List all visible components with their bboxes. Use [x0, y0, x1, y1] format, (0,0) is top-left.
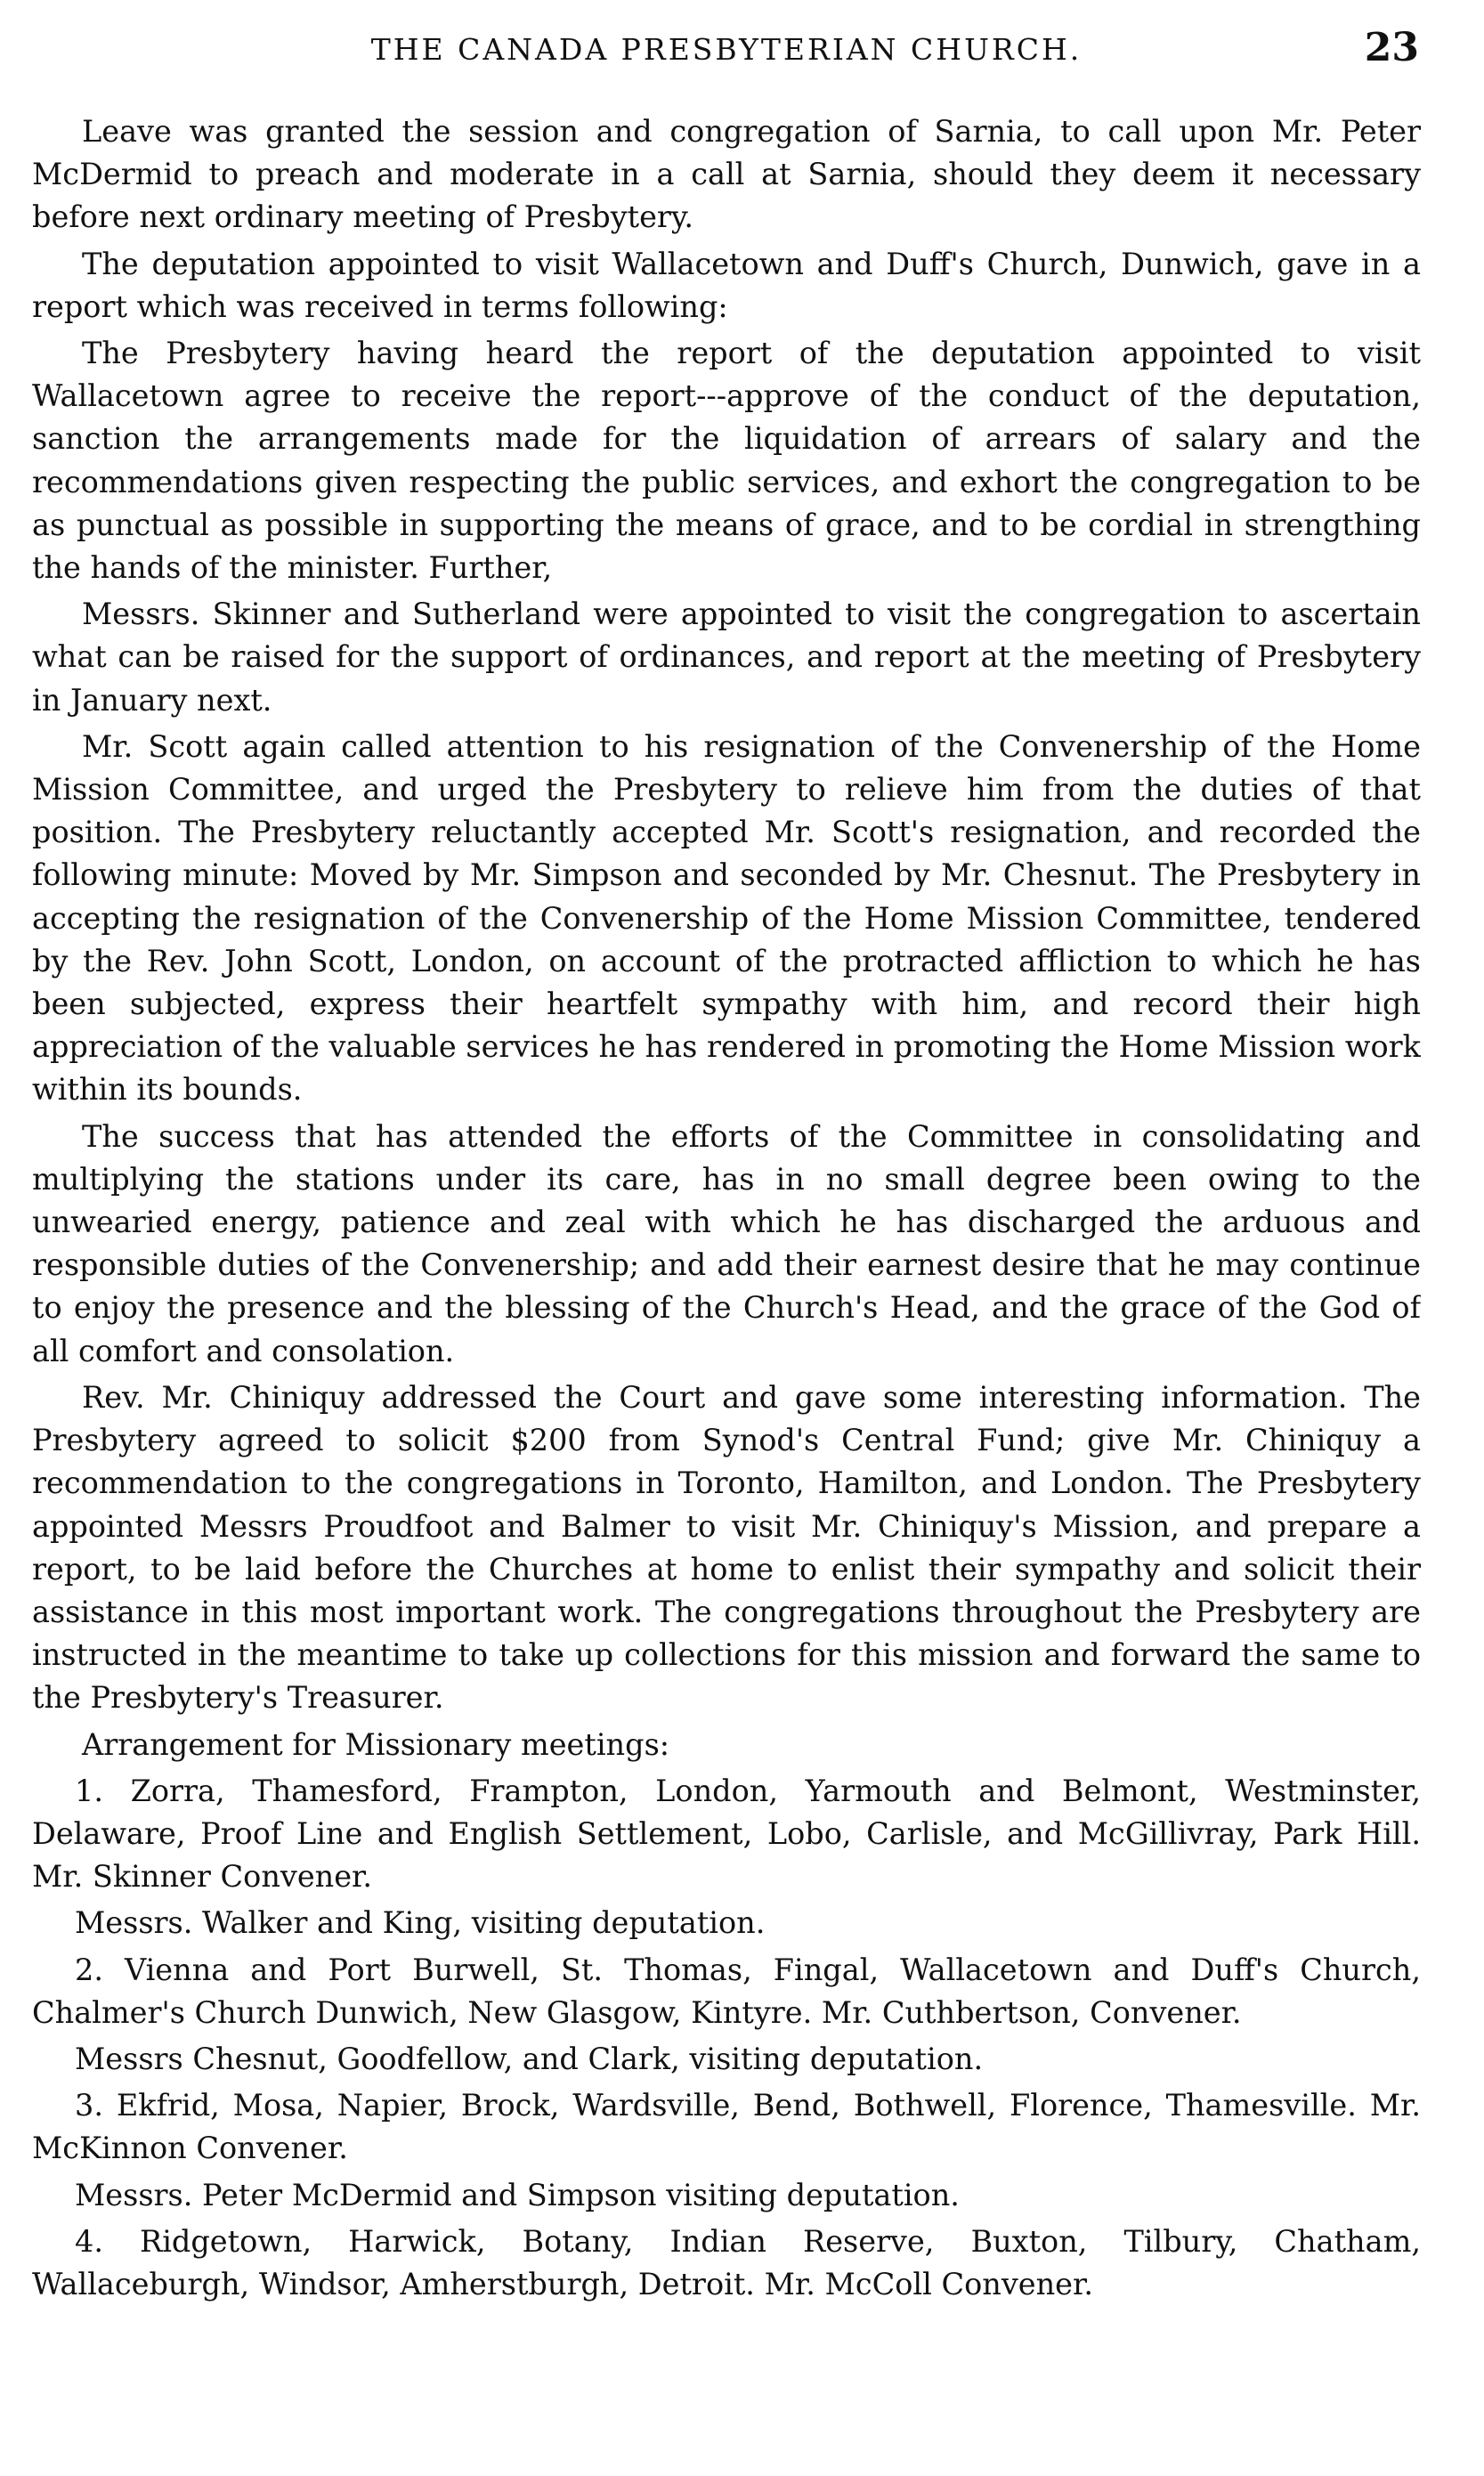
deputation-district-2: Messrs Chesnut, Goodfellow, and Clark, visiting deputation. — [75, 2041, 984, 2076]
paragraph-missionary-arrangement: Arrangement for Missionary meetings: — [82, 1726, 670, 1762]
missionary-district-2: 2. Vienna and Port Burwell, St. Thomas, Fingal, Wallacetown and Duff's Church, Chalmer's Church Dunwich, New Glasgow, Kintyre. Mr. Cuthbertson, Convener. — [32, 1952, 1421, 2030]
paragraph-deputation-report: The deputation appointed to visit Wallacetown and Duff's Church, Dunwich, gave in a report which was received in terms following: — [32, 246, 1421, 324]
paragraph-chiniquy-mission: Rev. Mr. Chiniquy addressed the Court and gave some interesting information. The Presbytery agreed to solicit $200 from Synod's Central Fund; give Mr. Chiniquy a recommendation to the congregations in Toronto, Hamilton, and London. The Presbytery appointed Messrs Proudfoot and Balmer to visit Mr. Chiniquy's Mission, and prepare a report, to be laid before the Churches at home to enlist their sympathy and solicit their assistance in this most important work. The congregations throughout the Presbytery are instructed in the meantime to take up collections for this mission and forward the same to the Presbytery's Treasurer. — [32, 1379, 1421, 1716]
paragraph-committee-success: The success that has attended the efforts of the Committee in consolidating and multiplying the stations under its care, has in no small degree been owing to the unwearied energy, patience and zeal with which he has discharged the arduous and responsible duties of the Convenership; and add their earnest desire that he may continue to enjoy the presence and the blessing of the Church's Head, and the grace of the God of all comfort and consolation. — [32, 1118, 1421, 1368]
paragraph-report-text: The Presbytery having heard the report of the deputation appointed to visit Wallacetown agree to receive the report---approve of the conduct of the deputation, sanction the arrangements made for the liquidation of arrears of salary and the recommendations given respecting the public services, and exhort the congregation to be as punctual as possible in supporting the means of grace, and to be cordial in strengthing the hands of the minister. Further, — [32, 336, 1421, 586]
body-text — [32, 110, 1421, 2306]
running-title: THE CANADA PRESBYTERIAN CHURCH. — [370, 32, 1083, 67]
paragraph-sarnia-call: Leave was granted the session and congregation of Sarnia, to call upon Mr. Peter McDermid to preach and moderate in a call at Sarnia, should they deem it necessary before next ordinary meeting of Presbytery. — [32, 114, 1421, 235]
paragraph-scott-resignation: Mr. Scott again called attention to his resignation of the Convenership of the Home Mission Committee, and urged the Presbytery to relieve him from the duties of that position. The Presbytery reluctantly accepted Mr. Scott's resignation, and recorded the following minute: Moved by Mr. Simpson and seconded by Mr. Chesnut. The Presbytery in accepting the resignation of the Convenership of the Home Mission Committee, tendered by the Rev. John Scott, London, on account of the protracted affliction to which he has been subjected, express their heartfelt sympathy with him, and record their high appreciation of the valuable services he has rendered in promoting the Home Mission work within its bounds. — [32, 728, 1421, 1108]
deputation-district-1: Messrs. Walker and King, visiting deputation. — [75, 1905, 766, 1941]
paragraph-skinner-sutherland: Messrs. Skinner and Sutherland were appointed to visit the congregation to ascertain what can be raised for the support of ordinances, and report at the meeting of Presbytery in January next. — [32, 597, 1421, 718]
document-page — [32, 25, 1421, 2464]
missionary-district-1: 1. Zorra, Thamesford, Frampton, London, Yarmouth and Belmont, Westminster, Delaware, Proof Line and English Settlement, Lobo, Carlisle, and McGillivray, Park Hill. Mr. Skinner Convener. — [32, 1773, 1421, 1895]
page-number: 23 — [1364, 25, 1419, 70]
missionary-district-3: 3. Ekfrid, Mosa, Napier, Brock, Wardsville, Bend, Bothwell, Florence, Thamesville. Mr. McKinnon Convener. — [32, 2088, 1421, 2166]
missionary-district-4: 4. Ridgetown, Harwick, Botany, Indian Reserve, Buxton, Tilbury, Chatham, Wallaceburgh, Windsor, Amherstburgh, Detroit. Mr. McColl Convener. — [32, 2223, 1421, 2301]
deputation-district-3: Messrs. Peter McDermid and Simpson visiting deputation. — [75, 2177, 960, 2212]
running-head — [32, 25, 1421, 94]
